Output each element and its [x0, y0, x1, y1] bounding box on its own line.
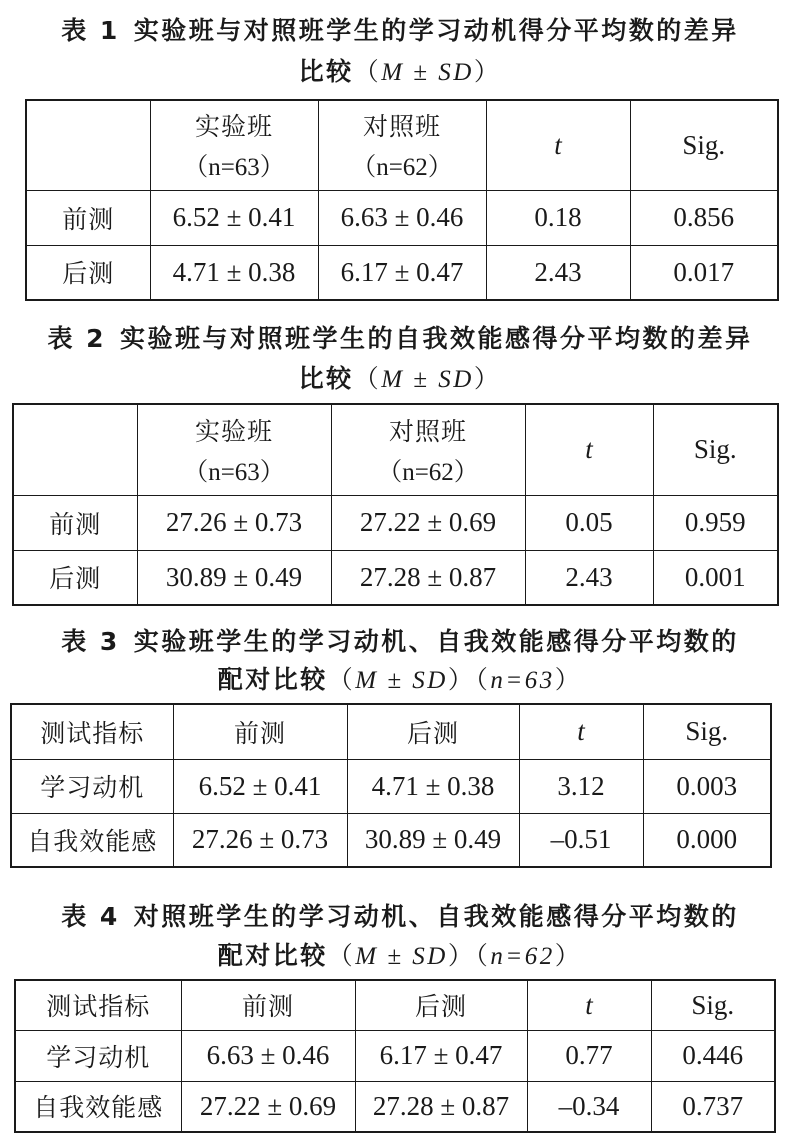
- table-row: [15, 1081, 775, 1132]
- table-4: [14, 979, 776, 1133]
- t-value-cell: 0.05: [525, 495, 653, 550]
- header-cell-experimental: 实验班 （n=63）: [150, 100, 318, 190]
- row-label: 后测: [26, 245, 150, 300]
- table-3-caption-line2: 配对比较（M ± SD）（n=63）: [217, 665, 583, 694]
- sig-value-cell: 0.001: [653, 550, 778, 605]
- table-row: [13, 550, 778, 605]
- sig-value-cell: 0.003: [643, 759, 771, 813]
- value-cell: 27.22 ± 0.69: [181, 1081, 355, 1132]
- header-cell-empty: [26, 100, 150, 190]
- sig-value-cell: 0.856: [630, 190, 778, 245]
- table-2-caption-line1: [0, 322, 800, 356]
- header-cell-metric: 测试指标: [15, 980, 181, 1030]
- header-cell-t: t: [486, 100, 630, 190]
- table-row: [13, 404, 778, 495]
- row-label: 学习动机: [11, 759, 173, 813]
- table-4-caption-line2: 配对比较（M ± SD）（n=62）: [217, 941, 583, 970]
- value-cell: 6.17 ± 0.47: [355, 1030, 527, 1081]
- table-1: [25, 99, 779, 301]
- header-cell-experimental: 实验班 （n=63）: [137, 404, 331, 495]
- header-cell-pretest: 前测: [173, 704, 347, 759]
- table-row: [15, 1030, 775, 1081]
- value-cell: 27.28 ± 0.87: [355, 1081, 527, 1132]
- table-1-label: 表 1: [61, 16, 120, 45]
- table-row: [15, 980, 775, 1030]
- table-3-caption-line1: [0, 625, 800, 659]
- table-2-label: 表 2: [47, 324, 107, 353]
- header-cell-pretest: 前测: [181, 980, 355, 1030]
- table-1-title: 实验班与对照班学生的学习动机得分平均数的差异: [133, 16, 739, 45]
- header-cell-control: 对照班 （n=62）: [331, 404, 525, 495]
- value-cell: 30.89 ± 0.49: [137, 550, 331, 605]
- row-label: 前测: [26, 190, 150, 245]
- table-row: [13, 495, 778, 550]
- header-cell-posttest: 后测: [347, 704, 519, 759]
- header-cell-control: 对照班 （n=62）: [318, 100, 486, 190]
- t-value-cell: 2.43: [486, 245, 630, 300]
- t-value-cell: –0.34: [527, 1081, 651, 1132]
- header-cell-empty: [13, 404, 137, 495]
- row-label: 后测: [13, 550, 137, 605]
- table-2-stat: M ± SD: [381, 366, 474, 393]
- t-value-cell: 2.43: [525, 550, 653, 605]
- header-cell-metric: 测试指标: [11, 704, 173, 759]
- header-cell-t: t: [525, 404, 653, 495]
- header-cell-t: t: [519, 704, 643, 759]
- sig-value-cell: 0.959: [653, 495, 778, 550]
- header-cell-sig: Sig.: [653, 404, 778, 495]
- header-cell-t: t: [527, 980, 651, 1030]
- sig-value-cell: 0.446: [651, 1030, 775, 1081]
- table-4-label: 表 4: [61, 902, 120, 931]
- t-value-cell: 0.18: [486, 190, 630, 245]
- table-4-caption-line1: [0, 900, 800, 934]
- header-cell-sig: Sig.: [630, 100, 778, 190]
- table-2-caption-line2: 比较（M ± SD）: [298, 364, 502, 393]
- row-label: 前测: [13, 495, 137, 550]
- value-cell: 27.26 ± 0.73: [173, 813, 347, 867]
- table-3-title-cont: 配对比较: [217, 665, 328, 694]
- table-2-title-cont: 比较: [298, 364, 354, 393]
- table-1-caption-line2: 比较（M ± SD）: [298, 57, 502, 86]
- value-cell: 6.63 ± 0.46: [181, 1030, 355, 1081]
- table-4-title: 对照班学生的学习动机、自我效能感得分平均数的: [133, 902, 739, 931]
- value-cell: 27.22 ± 0.69: [331, 495, 525, 550]
- table-row: [11, 704, 771, 759]
- table-4-n: n=62: [490, 943, 555, 970]
- table-3-title: 实验班学生的学习动机、自我效能感得分平均数的: [133, 627, 739, 656]
- t-value-cell: –0.51: [519, 813, 643, 867]
- table-2-title: 实验班与对照班学生的自我效能感得分平均数的差异: [120, 324, 753, 353]
- sig-value-cell: 0.737: [651, 1081, 775, 1132]
- table-1-title-cont: 比较: [298, 57, 354, 86]
- table-row: [11, 759, 771, 813]
- table-4-title-cont: 配对比较: [217, 941, 328, 970]
- row-label: 自我效能感: [15, 1081, 181, 1132]
- value-cell: 4.71 ± 0.38: [150, 245, 318, 300]
- sig-value-cell: 0.017: [630, 245, 778, 300]
- table-2: [12, 403, 779, 606]
- value-cell: 6.52 ± 0.41: [173, 759, 347, 813]
- value-cell: 27.26 ± 0.73: [137, 495, 331, 550]
- table-row: [11, 813, 771, 867]
- table-1-caption-line1: [0, 14, 800, 48]
- table-3-label: 表 3: [61, 627, 120, 656]
- table-3-n: n=63: [490, 667, 555, 694]
- header-cell-posttest: 后测: [355, 980, 527, 1030]
- value-cell: 30.89 ± 0.49: [347, 813, 519, 867]
- value-cell: 6.63 ± 0.46: [318, 190, 486, 245]
- sig-value-cell: 0.000: [643, 813, 771, 867]
- table-1-stat: M ± SD: [381, 59, 474, 86]
- header-cell-sig: Sig.: [651, 980, 775, 1030]
- header-cell-sig: Sig.: [643, 704, 771, 759]
- table-3-stat: M ± SD: [355, 667, 448, 694]
- value-cell: 4.71 ± 0.38: [347, 759, 519, 813]
- row-label: 自我效能感: [11, 813, 173, 867]
- table-row: [26, 190, 778, 245]
- table-4-stat: M ± SD: [355, 943, 448, 970]
- t-value-cell: 3.12: [519, 759, 643, 813]
- table-3: [10, 703, 772, 868]
- table-row: [26, 245, 778, 300]
- table-row: [26, 100, 778, 190]
- value-cell: 27.28 ± 0.87: [331, 550, 525, 605]
- value-cell: 6.52 ± 0.41: [150, 190, 318, 245]
- t-value-cell: 0.77: [527, 1030, 651, 1081]
- value-cell: 6.17 ± 0.47: [318, 245, 486, 300]
- row-label: 学习动机: [15, 1030, 181, 1081]
